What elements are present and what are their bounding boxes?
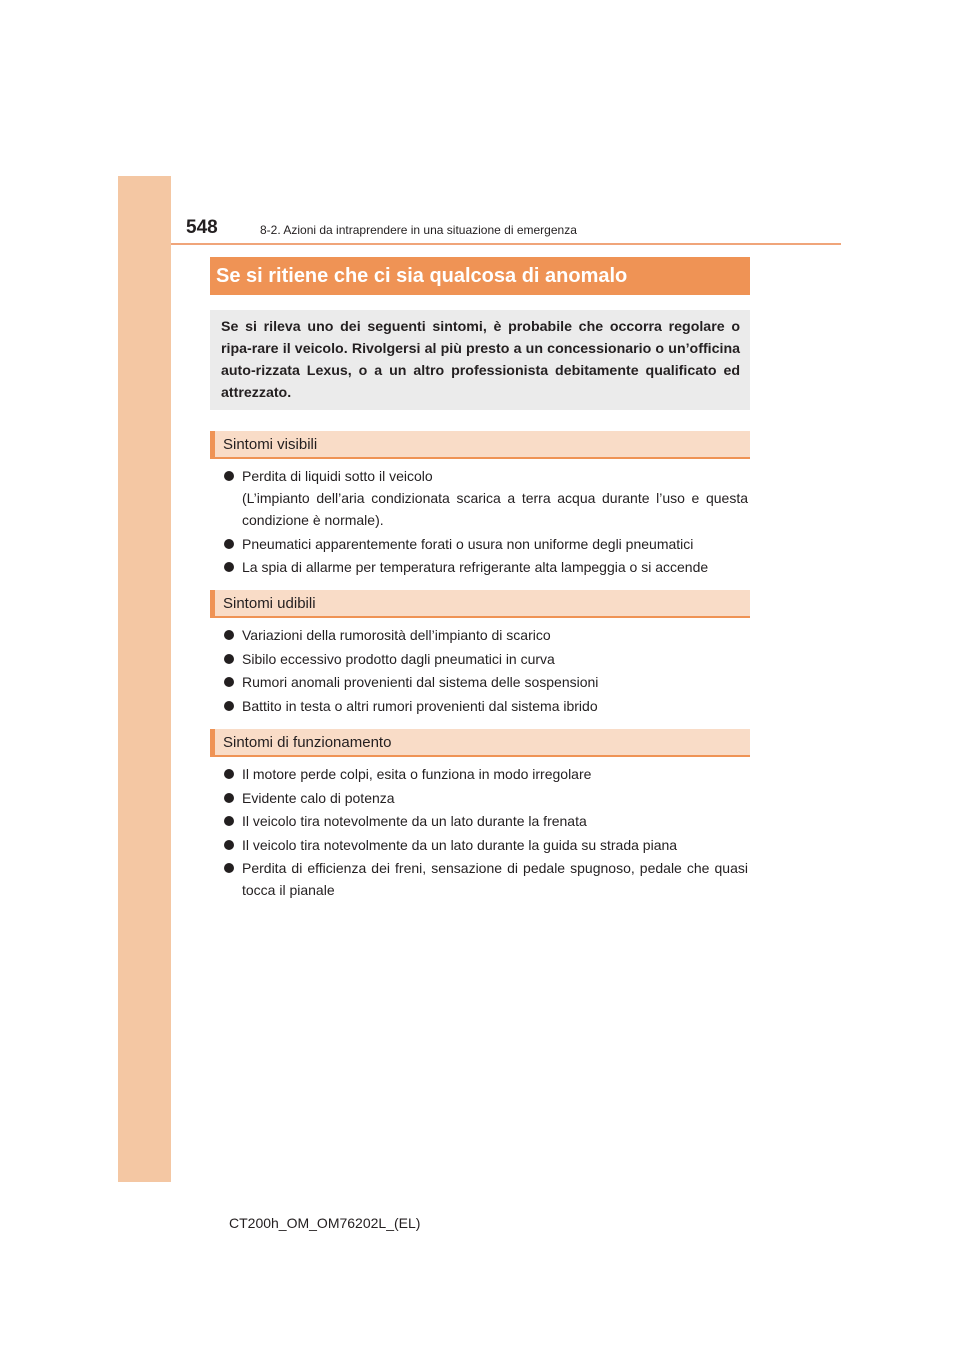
footer-code: CT200h_OM_OM76202L_(EL) <box>229 1215 421 1231</box>
bullet-icon <box>224 562 234 572</box>
list-item <box>222 465 748 531</box>
bullet-icon <box>224 701 234 711</box>
list-item-text: Battito in testa o altri rumori provenienti dal sistema ibrido <box>242 697 598 714</box>
bullet-icon <box>224 539 234 549</box>
section-heading-visible <box>210 431 750 459</box>
list-item-text: Il veicolo tira notevolmente da un lato durante la guida su strada piana <box>242 836 678 853</box>
list-item <box>222 556 748 578</box>
bullet-icon <box>224 654 234 664</box>
bullet-icon <box>224 863 234 873</box>
list-item <box>222 787 748 809</box>
list-item-text: Pneumatici apparentemente forati o usura non uniforme degli pneumatici <box>242 535 694 552</box>
list-item-text: Rumori anomali provenienti dal sistema delle sospensioni <box>242 674 599 690</box>
list-item-note: (L’impianto dell’aria condizionata scarica a terra acqua durante l’uso e questa condizione è normale). <box>242 490 748 528</box>
bullet-icon <box>224 769 234 779</box>
bullet-icon <box>224 471 234 481</box>
list-item-text: Il veicolo tira notevolmente da un lato durante la frenata <box>242 813 587 829</box>
list-item <box>222 533 748 555</box>
page-title <box>210 257 750 295</box>
bullet-icon <box>224 677 234 687</box>
list-item-text: Il motore perde colpi, esita o funziona in modo irregolare <box>242 766 592 782</box>
list-item <box>222 834 748 856</box>
section-heading-text: Sintomi di funzionamento <box>223 733 392 751</box>
list-item-text: La spia di allarme per temperatura refrigerante alta lampeggia o si accende <box>242 559 709 575</box>
bullet-icon <box>224 840 234 850</box>
list-item-text: Perdita di liquidi sotto il veicolo <box>242 468 433 484</box>
bullet-icon <box>224 816 234 826</box>
list-item-text: Variazioni della rumorosità dell’impianto di scarico <box>242 627 551 643</box>
list-item <box>222 763 748 785</box>
list-visible-symptoms <box>222 465 748 580</box>
section-heading-text: Sintomi visibili <box>223 435 318 453</box>
header-rule <box>171 243 841 245</box>
list-item <box>222 648 748 670</box>
bullet-icon <box>224 630 234 640</box>
list-item-text: Perdita di efficienza dei freni, sensazione di pedale spugnoso, pedale che quasi tocca il pianale <box>242 860 748 898</box>
list-item-text: Evidente calo di potenza <box>242 789 395 806</box>
page-title-text: Se si ritiene che ci sia qualcosa di anomalo <box>216 264 628 287</box>
page-number: 548 <box>186 217 218 238</box>
chapter-header: 8-2. Azioni da intraprendere in una situazione di emergenza <box>260 223 577 237</box>
list-operational-symptoms <box>222 763 748 903</box>
section-heading-audible <box>210 590 750 618</box>
intro-text: Se si rileva uno dei seguenti sintomi, è probabile che occorra regolare o ripa-rare il veicolo. Rivolgersi al più presto a un concessionario o un’officina auto-rizzata Lexus, o a un altro professionista debitamente qualificato ed attrezzato. <box>221 319 740 401</box>
list-item <box>222 624 748 646</box>
side-tab <box>118 176 171 1182</box>
list-audible-symptoms <box>222 624 748 718</box>
list-item <box>222 671 748 693</box>
section-heading-operational <box>210 729 750 757</box>
list-item <box>222 695 748 717</box>
section-heading-text: Sintomi udibili <box>223 594 316 612</box>
bullet-icon <box>224 793 234 803</box>
list-item <box>222 857 748 901</box>
intro-box <box>210 310 750 410</box>
list-item-text: Sibilo eccessivo prodotto dagli pneumatici in curva <box>242 650 555 667</box>
list-item <box>222 810 748 832</box>
